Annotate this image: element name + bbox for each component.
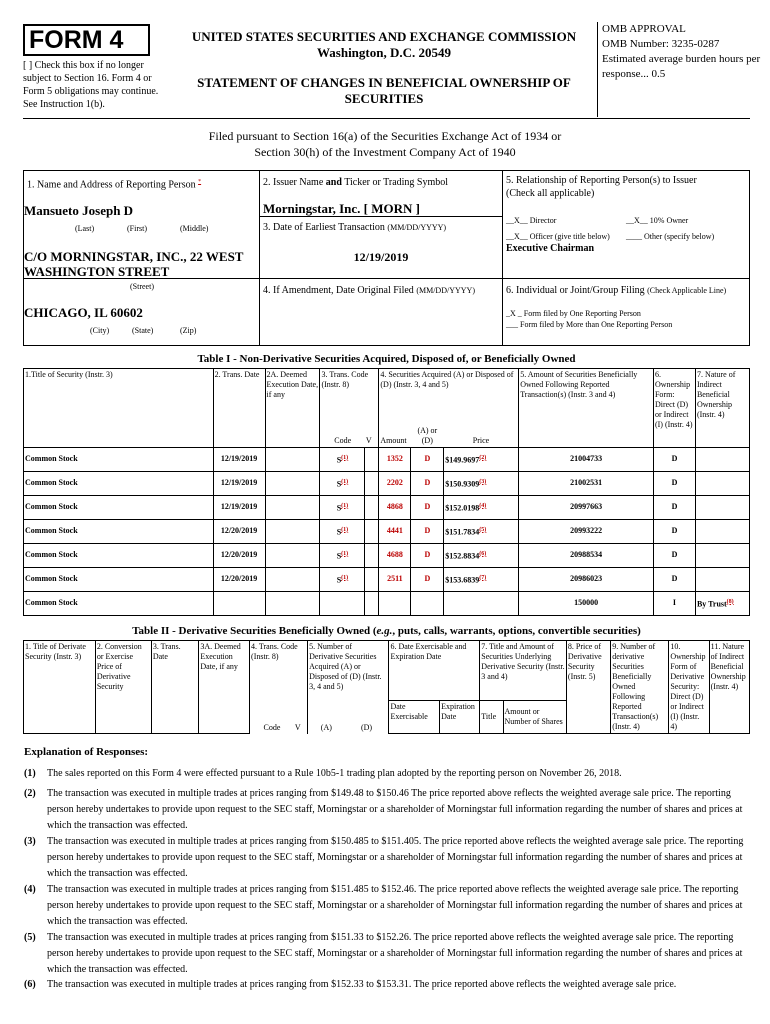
box3-label-small: (MM/DD/YYYY) — [387, 223, 447, 232]
table1 — [23, 368, 750, 616]
t1-cell-owned — [519, 543, 654, 567]
t1-cell-date — [213, 543, 265, 567]
footnote-text: The transaction was executed in multiple trades at prices ranging from $150.485 to $151.405. The price reported above reflects the weighted average sale price. The reporting person hereby undertakes to provide upon request to the SEC staff, Morningstar or a shareholder of Morningstar full information regarding the number of shares and prices at which the transaction was effected. — [47, 836, 744, 879]
t1-cell-v — [365, 495, 379, 519]
t1-footnote-ref[interactable]: (1) — [341, 502, 349, 509]
table2-title-pre: Table II - Derivative Securities Beneficially Owned ( — [132, 625, 377, 637]
t1-h1: 1.Title of Security (Instr. 3) — [24, 369, 214, 448]
t1-title: Common Stock — [25, 526, 78, 535]
box2-label-post: Ticker or Trading Symbol — [344, 177, 449, 188]
table-row — [24, 591, 750, 615]
box5-label-2: (Check all applicable) — [506, 188, 595, 199]
t1-cell-amount — [379, 447, 411, 471]
t1-sub-amount: Amount — [380, 435, 407, 445]
t1-title: Common Stock — [25, 502, 78, 511]
box4-label — [263, 284, 499, 297]
t2-h8: 8. Price of Derivative Security (Instr. 5) — [566, 641, 610, 734]
t1-cell-v — [365, 567, 379, 591]
t1-footnote-ref[interactable]: (4) — [479, 502, 487, 509]
t1-cell-owned — [519, 519, 654, 543]
t1-footnote-ref[interactable]: (1) — [341, 526, 349, 533]
t1-cell-amount — [379, 567, 411, 591]
t1-ad: D — [424, 574, 431, 583]
t1-cell-ad — [411, 495, 444, 519]
t1-h6: 6. Ownership Form: Direct (D) or Indirect (I) (Instr. 4) — [653, 369, 695, 448]
footnote-item — [24, 882, 744, 930]
t1-cell-nature — [695, 519, 749, 543]
t1-cell-code — [320, 591, 365, 615]
label-street: (Street) — [130, 282, 154, 291]
box1-label — [27, 176, 257, 191]
t1-h4: 4. Securities Acquired (A) or Disposed of (D) (Instr. 3, 4 and 5) — [379, 369, 519, 425]
omb-approval: OMB APPROVAL — [602, 23, 686, 35]
t1-owned: 21002531 — [570, 478, 603, 487]
t1-price: $153.6839 — [445, 575, 480, 585]
table-row — [24, 495, 750, 519]
t1-owned: 150000 — [574, 598, 599, 607]
t2-h3a: 3A. Deemed Execution Date, if any — [199, 641, 250, 734]
t1-form: D — [671, 454, 678, 463]
t1-owned: 20986023 — [570, 574, 603, 583]
box1-label-text: 1. Name and Address of Reporting Person — [27, 179, 196, 191]
box2-label-pre: 2. Issuer Name — [263, 177, 324, 188]
table-row — [24, 543, 750, 567]
t1-cell-date — [213, 471, 265, 495]
t1-cell-nature — [695, 591, 749, 615]
t1-amount: 4868 — [386, 502, 403, 511]
t2-h1: 1. Title of Derivate Security (Instr. 3) — [24, 641, 96, 734]
other-check: ____ Other (specify below) — [626, 232, 715, 241]
table-row — [24, 447, 750, 471]
check-box-note — [23, 59, 173, 111]
t1-cell-owned — [519, 495, 654, 519]
t1-cell-date — [213, 447, 265, 471]
t1-date: 12/20/2019 — [220, 550, 258, 559]
grid-top — [23, 170, 750, 171]
t1-title: Common Stock — [25, 574, 78, 583]
t1-cell-ad — [411, 471, 444, 495]
box5-label — [506, 174, 748, 200]
t1-date: 12/19/2019 — [220, 454, 258, 463]
t1-cell-deemed — [265, 519, 320, 543]
t1-h2: 2. Trans. Date — [213, 369, 265, 448]
t1-cell-v — [365, 591, 379, 615]
agency-name: UNITED STATES SECURITIES AND EXCHANGE COMMISSION — [191, 29, 577, 44]
t2-h10: 10. Ownership Form of Derivative Security: Direct (D) or Indirect (I) (Instr. 4) — [669, 641, 709, 734]
t1-footnote-ref[interactable]: (1) — [341, 478, 349, 485]
explanation-heading: Explanation of Responses: — [24, 746, 149, 758]
t2-h3: 3. Trans. Date — [151, 641, 199, 734]
t1-cell-deemed — [265, 495, 320, 519]
t1-sub-price: Price — [444, 425, 519, 448]
t1-cell-nature — [695, 495, 749, 519]
form-title: FORM 4 — [23, 24, 150, 56]
grid-right — [749, 170, 750, 346]
t1-cell-date — [213, 519, 265, 543]
t1-code: S — [336, 503, 342, 513]
t1-cell-deemed — [265, 543, 320, 567]
footnote-number: (4) — [24, 884, 36, 895]
t1-cell-nature — [695, 543, 749, 567]
t1-cell-title — [24, 567, 214, 591]
t2-sub-code: Code — [250, 700, 294, 733]
t1-cell-code — [320, 495, 365, 519]
t2-h2: 2. Conversion or Exercise Price of Derivative Security — [95, 641, 151, 734]
t1-price: $150.9309 — [445, 479, 480, 489]
see-instruction: See Instruction 1(b). — [23, 99, 105, 110]
header-rule — [23, 118, 750, 119]
t1-code: S — [336, 479, 342, 489]
t2-h9: 9. Number of derivative Securities Beneficially Owned Following Reported Transaction(s) (Instr. 4) — [611, 641, 669, 734]
t1-cell-amount — [379, 543, 411, 567]
t1-price: $152.0198 — [445, 503, 480, 513]
t1-amount: 2511 — [387, 574, 403, 583]
footnote-item — [24, 786, 744, 834]
t1-cell-title — [24, 591, 214, 615]
t1-cell-deemed — [265, 567, 320, 591]
t1-cell-code — [320, 519, 365, 543]
t1-cell-code — [320, 471, 365, 495]
statement-title: STATEMENT OF CHANGES IN BENEFICIAL OWNERSHIP OF SECURITIES — [197, 75, 571, 106]
t1-form: I — [672, 598, 677, 607]
t1-h5: 5. Amount of Securities Beneficially Owned Following Reported Transaction(s) (Instr. 3 and 4) — [519, 369, 654, 448]
t1-cell-price — [444, 591, 519, 615]
t1-cell-price — [444, 543, 519, 567]
label-zip: (Zip) — [180, 326, 197, 335]
t1-ad: D — [424, 550, 431, 559]
t1-h3: 3. Trans. Code (Instr. 8) — [320, 369, 379, 425]
t1-ad: D — [424, 502, 431, 511]
t1-cell-deemed — [265, 447, 320, 471]
t1-cell-title — [24, 447, 214, 471]
t1-cell-form — [653, 447, 695, 471]
box2-label-and: and — [325, 177, 342, 188]
t1-amount: 1352 — [386, 454, 403, 463]
box2-label — [263, 176, 499, 189]
t2-sub-a: (A) — [320, 722, 332, 732]
t2-h6: 6. Date Exercisable and Expiration Date — [389, 641, 480, 701]
label-last: (Last) — [75, 224, 95, 233]
footnote-text: The transaction was executed in multiple trades at prices ranging from $152.33 to $153.31. The price reported above reflects the weighted average sale price. — [47, 979, 677, 990]
footnote-text: The transaction was executed in multiple trades at prices ranging from $151.33 to $152.26. The price reported above reflects the weighted average sale price. The reporting person hereby undertakes to provide upon request to the SEC staff, Morningstar or a shareholder of Morningstar full information regarding the number of shares and prices at which the transaction was effected. — [47, 932, 743, 975]
t1-cell-v — [365, 519, 379, 543]
omb-divider — [597, 22, 598, 117]
t1-cell-v — [365, 447, 379, 471]
t1-cell-ad — [411, 543, 444, 567]
t1-date: 12/20/2019 — [220, 574, 258, 583]
filed-line-1: Filed pursuant to Section 16(a) of the Securities Exchange Act of 1934 or — [208, 129, 562, 143]
footnote-number: (5) — [24, 932, 36, 943]
t1-date: 12/19/2019 — [220, 478, 258, 487]
t1-cell-form — [653, 567, 695, 591]
t1-date: 12/19/2019 — [220, 502, 258, 511]
t1-ad: D — [424, 454, 431, 463]
t1-sub-code: Code — [320, 425, 365, 448]
box6-label-small: (Check Applicable Line) — [647, 286, 727, 295]
t2-h7: 7. Title and Amount of Securities Underlying Derivative Security (Instr. 3 and 4) — [480, 641, 567, 701]
t1-footnote-ref[interactable]: (2) — [479, 454, 487, 461]
t1-cell-price — [444, 471, 519, 495]
t1-cell-v — [365, 471, 379, 495]
t1-cell-price — [444, 567, 519, 591]
t1-h7: 7. Nature of Indirect Beneficial Ownership (Instr. 4) — [695, 369, 749, 448]
t1-cell-form — [653, 495, 695, 519]
t1-ad: D — [424, 526, 431, 535]
footnote-number: (3) — [24, 836, 36, 847]
t1-owned: 20997663 — [570, 502, 603, 511]
footnote-number: (1) — [24, 768, 36, 779]
director-check: __X__ Director — [506, 216, 557, 225]
footnote-text: The transaction was executed in multiple trades at prices ranging from $149.48 to $150.46 The price reported above reflects the weighted average sale price. The reporting person hereby undertakes to provide upon request to the SEC staff, Morningstar or a shareholder of Morningstar full information regarding the number of shares and prices at which the transaction was effected. — [47, 788, 743, 831]
box5-label-text: 5. Relationship of Reporting Person(s) to Issuer — [506, 175, 697, 186]
t1-amount: 4441 — [386, 526, 403, 535]
t1-footnote-ref[interactable]: (3) — [479, 478, 487, 485]
t2-h4: 4. Trans. Code (Instr. 8) — [250, 641, 308, 701]
t1-footnote-ref[interactable]: (1) — [341, 454, 349, 461]
box6-label-text: 6. Individual or Joint/Group Filing — [506, 285, 645, 296]
t1-cell-amount — [379, 471, 411, 495]
table-row — [24, 471, 750, 495]
t1-footnote-ref[interactable]: (5) — [479, 526, 487, 533]
t1-cell-amount — [379, 591, 411, 615]
filed-pursuant — [100, 128, 670, 160]
box3-label-text: 3. Date of Earliest Transaction — [263, 222, 385, 233]
t1-cell-date — [213, 591, 265, 615]
t1-amount: 2202 — [386, 478, 403, 487]
footnote-item — [24, 766, 744, 782]
t1-code: S — [336, 575, 342, 585]
box4-label-small: (MM/DD/YYYY) — [416, 286, 475, 295]
table1-title: Table I - Non-Derivative Securities Acquired, Disposed of, or Beneficially Owned — [197, 353, 576, 365]
t1-title: Common Stock — [25, 478, 78, 487]
officer-title: Executive Chairman — [506, 243, 595, 254]
grid-v2 — [502, 170, 503, 346]
t1-cell-title — [24, 471, 214, 495]
t1-cell-code — [320, 543, 365, 567]
t1-cell-form — [653, 471, 695, 495]
t1-cell-deemed — [265, 591, 320, 615]
filing-option-1: _X _ Form filed by One Reporting Person — [506, 309, 641, 318]
t1-amount: 4688 — [386, 550, 403, 559]
footnote-item — [24, 977, 744, 993]
t1-form: D — [671, 478, 678, 487]
t1-cell-date — [213, 495, 265, 519]
label-city: (City) — [90, 326, 110, 335]
t1-code: S — [336, 551, 342, 561]
t1-cell-amount — [379, 495, 411, 519]
t1-date: 12/20/2019 — [220, 526, 258, 535]
t2-h5: 5. Number of Derivative Securities Acquired (A) or Disposed of (D) (Instr. 3, 4 and 5) — [308, 641, 389, 701]
t1-h2a: 2A. Deemed Execution Date, if any — [265, 369, 320, 448]
table-row — [24, 567, 750, 591]
t1-cell-ad — [411, 591, 444, 615]
t1-cell-title — [24, 543, 214, 567]
footnote-number: (6) — [24, 979, 36, 990]
footnote-item — [24, 834, 744, 882]
officer-check: __X__ Officer (give title below) — [506, 232, 610, 241]
label-first: (First) — [127, 224, 147, 233]
owner-check: __X__ 10% Owner — [626, 216, 689, 225]
t1-ad: D — [424, 478, 431, 487]
t1-cell-owned — [519, 591, 654, 615]
t1-owned: 20988534 — [570, 550, 603, 559]
t1-form: D — [671, 574, 678, 583]
reporting-person-name: Mansueto Joseph D — [24, 203, 134, 218]
t1-cell-ad — [411, 447, 444, 471]
t2-sub-amt: Amount or Number of Shares — [503, 700, 566, 733]
footnote-number: (2) — [24, 788, 36, 799]
t1-title: Common Stock — [25, 454, 78, 463]
t2-sub-exer: Date Exercisable — [389, 700, 440, 733]
table2-title-eg: e.g. — [376, 625, 393, 637]
t1-code: S — [336, 455, 342, 465]
t1-owned: 21004733 — [570, 454, 603, 463]
t1-cell-ad — [411, 519, 444, 543]
t1-nature: By Trust — [696, 599, 727, 609]
t1-cell-owned — [519, 471, 654, 495]
t1-cell-title — [24, 519, 214, 543]
t1-footnote-ref[interactable]: (1) — [341, 574, 349, 581]
t1-cell-deemed — [265, 471, 320, 495]
footnote-text: The sales reported on this Form 4 were effected pursuant to a Rule 10b5-1 trading plan adopted by the reporting person on November 26, 2018. — [47, 768, 622, 779]
table2-title-post: , puts, calls, warrants, options, convertible securities) — [392, 625, 641, 637]
t1-title: Common Stock — [25, 550, 78, 559]
check-box-text: [ ] Check this box if no longer subject to Section 16. Form 4 or Form 5 obligations may continue. — [23, 60, 159, 97]
t1-cell-owned — [519, 447, 654, 471]
filed-line-2: Section 30(h) of the Investment Company Act of 1940 — [254, 145, 516, 159]
t2-sub-d: (D) — [345, 700, 389, 733]
omb-number: OMB Number: 3235-0287 — [602, 38, 720, 50]
t1-sub-v: V — [365, 425, 379, 448]
t2-sub-title: Title — [480, 700, 503, 733]
label-state: (State) — [132, 326, 154, 335]
t1-title: Common Stock — [25, 598, 78, 607]
t2-sub-v: V — [294, 700, 308, 733]
omb-burden: Estimated average burden hours per response... 0.5 — [602, 53, 761, 80]
t1-cell-nature — [695, 567, 749, 591]
table-row — [24, 519, 750, 543]
box1-label-sup: * — [198, 179, 202, 185]
t1-cell-price — [444, 447, 519, 471]
issuer-name: Morningstar, Inc. [ MORN ] — [263, 201, 420, 216]
t1-cell-form — [653, 591, 695, 615]
box6-label — [506, 284, 750, 297]
earliest-transaction-date: 12/19/2019 — [353, 250, 409, 264]
t1-price: $149.9697 — [445, 455, 480, 465]
t1-form: D — [671, 550, 678, 559]
t1-cell-code — [320, 567, 365, 591]
agency-city: Washington, D.C. 20549 — [317, 45, 451, 60]
t2-sub-exp: Expiration Date — [440, 700, 480, 733]
t1-footnote-ref[interactable]: (1) — [341, 550, 349, 557]
table2 — [23, 640, 750, 734]
t1-footnote-ref[interactable]: (8) — [726, 598, 734, 605]
box3-label — [263, 221, 499, 234]
t1-form: D — [671, 526, 678, 535]
label-middle: (Middle) — [180, 224, 209, 233]
footnote-text: The transaction was executed in multiple trades at prices ranging from $151.485 to $152.46. The price reported above reflects the weighted average sale price. The reporting person hereby undertakes to provide upon request to the SEC staff, Morningstar or a shareholder of Morningstar full information regarding the number of shares and prices at which the transaction was effected. — [47, 884, 743, 927]
t1-cell-form — [653, 543, 695, 567]
t1-footnote-ref[interactable]: (7) — [479, 574, 487, 581]
t1-cell-v — [365, 543, 379, 567]
t1-cell-price — [444, 495, 519, 519]
table2-title — [23, 625, 750, 637]
t1-cell-date — [213, 567, 265, 591]
t2-h11: 11. Nature of Indirect Beneficial Ownership (Instr. 4) — [709, 641, 749, 734]
box4-label-text: 4. If Amendment, Date Original Filed — [263, 285, 414, 296]
omb-box — [602, 22, 762, 82]
t1-cell-nature — [695, 471, 749, 495]
t1-cell-nature — [695, 447, 749, 471]
t1-cell-form — [653, 519, 695, 543]
t1-code: S — [336, 527, 342, 537]
street-address: C/O MORNINGSTAR, INC., 22 WEST WASHINGTON STREET — [24, 249, 244, 279]
filing-option-2: ___ Form filed by More than One Reporting Person — [506, 320, 673, 329]
city-state-zip: CHICAGO, IL 60602 — [24, 305, 143, 320]
t1-owned: 20993222 — [570, 526, 603, 535]
t1-price: $152.8834 — [445, 551, 480, 561]
t1-sub-aord: (A) or (D) — [417, 425, 438, 445]
footnote-item — [24, 930, 744, 978]
t1-cell-owned — [519, 567, 654, 591]
t1-form: D — [671, 502, 678, 511]
t1-footnote-ref[interactable]: (6) — [479, 550, 487, 557]
t1-cell-ad — [411, 567, 444, 591]
t1-price: $151.7834 — [445, 527, 480, 537]
t1-cell-code — [320, 447, 365, 471]
t1-cell-price — [444, 519, 519, 543]
grid-bottom — [23, 345, 750, 346]
t1-cell-title — [24, 495, 214, 519]
t1-cell-amount — [379, 519, 411, 543]
